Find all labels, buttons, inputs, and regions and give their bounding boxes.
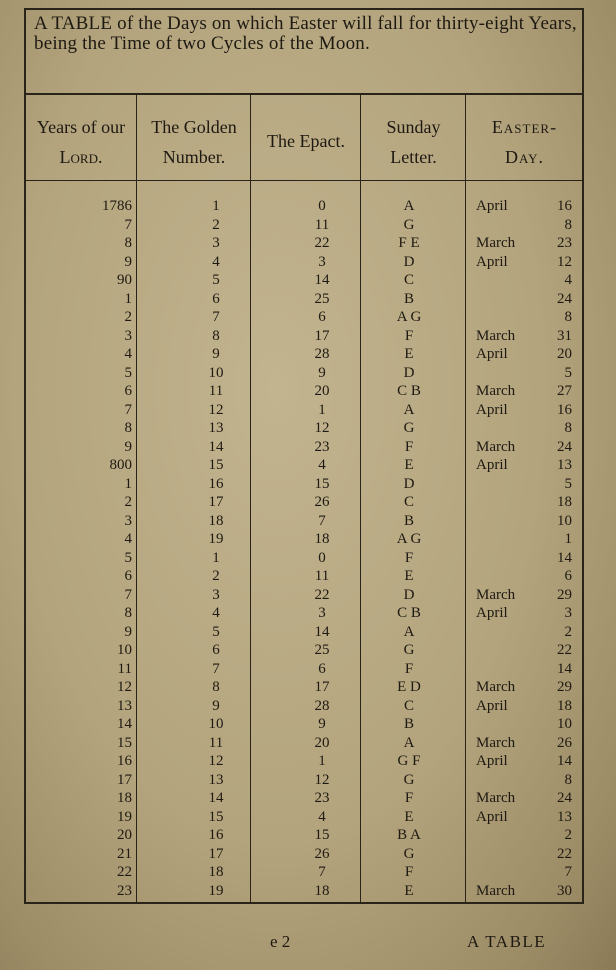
easter-day-cell: 16: [557, 198, 572, 214]
sunday-letter-cell: F: [404, 438, 414, 455]
sunday-letter-cell: A: [403, 734, 415, 751]
easter-day-cell: 27: [557, 383, 572, 399]
sunday-letter-cell: G: [403, 642, 415, 658]
header-easter-line2: Day.: [504, 147, 545, 167]
easter-day-cell: 18: [557, 494, 572, 510]
easter-month-cell: March: [476, 235, 516, 251]
year-cell: 10: [117, 642, 132, 658]
table-row: [26, 845, 582, 864]
year-cell: 4: [124, 346, 132, 362]
sunday-letter-cell: E D: [397, 679, 421, 695]
year-cell: 14: [117, 716, 132, 732]
golden-number-cell: 7: [212, 309, 220, 325]
table-row: [26, 697, 582, 716]
easter-day-cell: 5: [564, 364, 572, 381]
table-row: [26, 771, 582, 790]
table-row: [26, 216, 582, 235]
easter-day-cell: 5: [564, 475, 572, 492]
table-row: [26, 401, 582, 420]
easter-day-cell: 12: [557, 253, 572, 270]
golden-number-cell: 11: [208, 734, 224, 751]
table-row: [26, 253, 582, 272]
epact-cell: 25: [314, 290, 330, 307]
easter-month-cell: April: [476, 346, 508, 362]
table-body: [26, 197, 582, 900]
year-cell: 23: [117, 882, 132, 899]
sunday-letter-cell: E: [404, 568, 414, 584]
epact-cell: 0: [318, 198, 326, 214]
header-rule: [24, 180, 584, 181]
golden-number-cell: 9: [212, 346, 220, 362]
table-title: A TABLE of the Days on which Easter will fall for thirty-eight Years, being the Time of two Cycles of the Moon.: [34, 13, 577, 54]
table-row: [26, 752, 582, 771]
epact-cell: 7: [318, 512, 326, 529]
golden-number-cell: 13: [208, 420, 224, 436]
golden-number-cell: 2: [212, 568, 220, 584]
epact-cell: 20: [314, 383, 330, 399]
easter-day-cell: 10: [557, 512, 572, 529]
header-epact-text: The Epact.: [267, 131, 345, 151]
year-cell: 6: [124, 568, 132, 584]
epact-cell: 0: [318, 549, 326, 566]
sunday-letter-cell: C: [403, 697, 414, 714]
epact-cell: 17: [314, 327, 330, 344]
table-row: [26, 623, 582, 642]
sunday-letter-cell: F: [404, 660, 414, 677]
epact-cell: 17: [314, 679, 330, 695]
golden-number-cell: 15: [208, 457, 224, 473]
year-cell: 7: [124, 216, 132, 233]
golden-number-cell: 18: [208, 512, 224, 529]
sunday-letter-cell: F: [404, 864, 414, 880]
header-sunday-letter: [362, 112, 465, 172]
sunday-letter-cell: B: [403, 716, 414, 732]
golden-number-cell: 4: [212, 253, 220, 270]
easter-day-cell: 4: [564, 272, 572, 288]
easter-day-cell: 8: [564, 216, 572, 233]
easter-day-cell: 3: [564, 605, 572, 621]
epact-cell: 28: [314, 346, 330, 362]
epact-cell: 3: [318, 253, 326, 270]
easter-day-cell: 26: [557, 734, 572, 751]
table-row: [26, 438, 582, 457]
epact-cell: 11: [314, 216, 330, 233]
year-cell: 19: [117, 808, 132, 825]
easter-day-cell: 6: [564, 568, 572, 584]
table-row: [26, 364, 582, 383]
year-cell: 18: [117, 790, 132, 806]
table-row: [26, 567, 582, 586]
sunday-letter-cell: C B: [397, 383, 421, 399]
golden-number-cell: 14: [208, 790, 224, 806]
sunday-letter-cell: E: [404, 346, 414, 362]
golden-number-cell: 18: [208, 864, 224, 880]
table-row: [26, 234, 582, 253]
table-row: [26, 641, 582, 660]
table-row: [26, 197, 582, 216]
table-row: [26, 382, 582, 401]
header-years-line2: Lord.: [59, 147, 103, 167]
golden-number-cell: 4: [212, 605, 220, 621]
sunday-letter-cell: G: [403, 216, 415, 233]
year-cell: 8: [124, 235, 132, 251]
year-cell: 2: [124, 309, 132, 325]
sunday-letter-cell: F: [404, 327, 414, 344]
year-cell: 3: [124, 327, 132, 344]
epact-cell: 12: [314, 771, 330, 788]
sunday-letter-cell: B: [403, 290, 414, 307]
easter-day-cell: 31: [557, 327, 572, 344]
golden-number-cell: 15: [208, 808, 224, 825]
year-cell: 1786: [102, 198, 132, 214]
header-sunday-line2: Letter.: [390, 147, 437, 167]
epact-cell: 28: [314, 697, 330, 714]
epact-cell: 7: [318, 864, 326, 880]
easter-day-cell: 29: [557, 586, 572, 603]
year-cell: 15: [117, 734, 132, 751]
sunday-letter-cell: F: [404, 549, 414, 566]
epact-cell: 3: [318, 605, 326, 621]
table-row: [26, 419, 582, 438]
sunday-letter-cell: B A: [397, 827, 421, 843]
golden-number-cell: 5: [212, 272, 220, 288]
sunday-letter-cell: D: [403, 364, 415, 381]
sunday-letter-cell: A G: [396, 309, 422, 325]
epact-cell: 22: [314, 235, 330, 251]
golden-number-cell: 8: [212, 679, 220, 695]
year-cell: 5: [124, 549, 132, 566]
sunday-letter-cell: A: [403, 623, 415, 640]
year-cell: 6: [124, 383, 132, 399]
easter-day-cell: 16: [557, 401, 572, 418]
sunday-letter-cell: C: [403, 494, 414, 510]
easter-day-cell: 29: [557, 679, 572, 695]
easter-month-cell: April: [476, 753, 508, 769]
sunday-letter-cell: G: [403, 420, 415, 436]
easter-month-cell: March: [476, 586, 516, 603]
table-row: [26, 604, 582, 623]
sunday-letter-cell: B: [403, 512, 414, 529]
epact-cell: 23: [314, 438, 330, 455]
sunday-letter-cell: A G: [396, 531, 422, 547]
easter-day-cell: 8: [564, 771, 572, 788]
epact-cell: 12: [314, 420, 330, 436]
golden-number-cell: 11: [208, 383, 224, 399]
header-golden-line1: The Golden: [151, 117, 237, 137]
golden-number-cell: 17: [208, 845, 224, 862]
easter-month-cell: April: [476, 808, 508, 825]
epact-cell: 25: [314, 642, 330, 658]
golden-number-cell: 9: [212, 697, 220, 714]
table-row: [26, 549, 582, 568]
golden-number-cell: 13: [208, 771, 224, 788]
sunday-letter-cell: C B: [397, 605, 421, 621]
epact-cell: 26: [314, 845, 330, 862]
year-cell: 9: [124, 253, 132, 270]
sunday-letter-cell: C: [403, 272, 414, 288]
golden-number-cell: 12: [208, 401, 224, 418]
epact-cell: 26: [314, 494, 330, 510]
table-row: [26, 271, 582, 290]
easter-month-cell: March: [476, 438, 516, 455]
easter-day-cell: 8: [564, 309, 572, 325]
epact-cell: 15: [314, 475, 330, 492]
easter-day-cell: 22: [557, 642, 572, 658]
table-row: [26, 345, 582, 364]
easter-month-cell: March: [476, 734, 516, 751]
epact-cell: 15: [314, 827, 330, 843]
golden-number-cell: 12: [208, 753, 224, 769]
easter-day-cell: 14: [557, 753, 572, 769]
easter-day-cell: 10: [557, 716, 572, 732]
easter-day-cell: 22: [557, 845, 572, 862]
golden-number-cell: 2: [212, 216, 220, 233]
easter-day-cell: 13: [557, 457, 572, 473]
year-cell: 7: [124, 401, 132, 418]
year-cell: 7: [124, 586, 132, 603]
easter-day-cell: 8: [564, 420, 572, 436]
year-cell: 2: [124, 494, 132, 510]
table-row: [26, 327, 582, 346]
header-epact: [252, 126, 360, 156]
table-row: [26, 808, 582, 827]
table-row: [26, 789, 582, 808]
table-row: [26, 512, 582, 531]
header-years-line1: Years of our: [36, 117, 126, 137]
epact-cell: 1: [318, 753, 326, 769]
golden-number-cell: 1: [212, 549, 220, 566]
easter-day-cell: 14: [557, 549, 572, 566]
year-cell: 12: [117, 679, 132, 695]
year-cell: 3: [124, 512, 132, 529]
year-cell: 5: [124, 364, 132, 381]
sunday-letter-cell: E: [404, 457, 414, 473]
title-rule: [24, 93, 584, 95]
easter-month-cell: April: [476, 253, 508, 270]
year-cell: 1: [124, 290, 132, 307]
epact-cell: 4: [318, 808, 326, 825]
epact-cell: 23: [314, 790, 330, 806]
sunday-letter-cell: F: [404, 790, 414, 806]
easter-day-cell: 24: [557, 438, 572, 455]
sunday-letter-cell: A: [403, 401, 415, 418]
sunday-letter-cell: D: [403, 586, 415, 603]
golden-number-cell: 19: [208, 531, 224, 547]
golden-number-cell: 8: [212, 327, 220, 344]
year-cell: 800: [109, 457, 132, 473]
year-cell: 4: [124, 531, 132, 547]
year-cell: 20: [117, 827, 132, 843]
sunday-letter-cell: A: [403, 198, 415, 214]
easter-month-cell: April: [476, 605, 508, 621]
epact-cell: 14: [314, 623, 330, 640]
golden-number-cell: 6: [212, 642, 220, 658]
easter-day-cell: 13: [557, 808, 572, 825]
table-row: [26, 308, 582, 327]
golden-number-cell: 14: [208, 438, 224, 455]
table-row: [26, 475, 582, 494]
table-row: [26, 586, 582, 605]
golden-number-cell: 16: [208, 827, 224, 843]
easter-month-cell: April: [476, 697, 508, 714]
signature-mark: e 2: [270, 932, 291, 951]
header-years: [26, 112, 136, 172]
table-row: [26, 456, 582, 475]
easter-day-cell: 1: [564, 531, 572, 547]
easter-month-cell: March: [476, 679, 516, 695]
sunday-letter-cell: F E: [398, 235, 420, 251]
sunday-letter-cell: D: [403, 475, 415, 492]
easter-day-cell: 23: [557, 235, 572, 251]
table-row: [26, 678, 582, 697]
epact-cell: 9: [318, 364, 326, 381]
sunday-letter-cell: G: [403, 771, 415, 788]
easter-day-cell: 2: [564, 623, 572, 640]
epact-cell: 18: [314, 882, 330, 899]
epact-cell: 1: [318, 401, 326, 418]
table-row: [26, 882, 582, 901]
golden-number-cell: 16: [208, 475, 224, 492]
sunday-letter-cell: G: [403, 845, 415, 862]
header-golden-line2: Number.: [162, 147, 226, 167]
epact-cell: 6: [318, 660, 326, 677]
header-golden-number: [138, 112, 250, 172]
easter-day-cell: 18: [557, 697, 572, 714]
catchword: A TABLE: [467, 932, 547, 951]
header-easter-line1: Easter-: [491, 117, 558, 137]
epact-cell: 14: [314, 272, 330, 288]
golden-number-cell: 6: [212, 290, 220, 307]
sunday-letter-cell: D: [403, 253, 415, 270]
table-row: [26, 863, 582, 882]
table-row: [26, 660, 582, 679]
sunday-letter-cell: G F: [397, 753, 421, 769]
easter-day-cell: 30: [557, 882, 572, 899]
table-row: [26, 290, 582, 309]
easter-day-cell: 2: [564, 827, 572, 843]
golden-number-cell: 17: [208, 494, 224, 510]
easter-day-cell: 24: [557, 790, 572, 806]
table-row: [26, 530, 582, 549]
epact-cell: 22: [314, 586, 330, 603]
epact-cell: 9: [318, 716, 326, 732]
epact-cell: 18: [314, 531, 330, 547]
easter-day-cell: 7: [564, 864, 572, 880]
easter-month-cell: March: [476, 383, 516, 399]
easter-month-cell: April: [476, 198, 508, 214]
table-row: [26, 826, 582, 845]
golden-number-cell: 5: [212, 623, 220, 640]
table-row: [26, 493, 582, 512]
table-row: [26, 734, 582, 753]
easter-day-cell: 24: [557, 290, 572, 307]
easter-day-cell: 20: [557, 346, 572, 362]
table-row: [26, 715, 582, 734]
golden-number-cell: 3: [212, 235, 220, 251]
golden-number-cell: 10: [208, 716, 224, 732]
easter-month-cell: March: [476, 790, 516, 806]
year-cell: 8: [124, 605, 132, 621]
easter-month-cell: March: [476, 882, 516, 899]
year-cell: 1: [124, 475, 132, 492]
year-cell: 11: [117, 660, 132, 677]
sunday-letter-cell: E: [404, 882, 414, 899]
golden-number-cell: 7: [212, 660, 220, 677]
easter-day-cell: 14: [557, 660, 572, 677]
golden-number-cell: 10: [208, 364, 224, 381]
epact-cell: 20: [314, 734, 330, 751]
year-cell: 9: [124, 623, 132, 640]
golden-number-cell: 1: [212, 198, 220, 214]
sunday-letter-cell: E: [404, 808, 414, 825]
easter-month-cell: March: [476, 327, 516, 344]
year-cell: 9: [124, 438, 132, 455]
year-cell: 21: [117, 845, 132, 862]
golden-number-cell: 3: [212, 586, 220, 603]
year-cell: 17: [117, 771, 132, 788]
year-cell: 22: [117, 864, 132, 880]
year-cell: 90: [117, 272, 132, 288]
header-easter-day: [467, 112, 582, 172]
year-cell: 8: [124, 420, 132, 436]
easter-month-cell: April: [476, 457, 508, 473]
easter-month-cell: April: [476, 401, 508, 418]
header-sunday-line1: Sunday: [386, 117, 441, 137]
epact-cell: 6: [318, 309, 326, 325]
epact-cell: 4: [318, 457, 326, 473]
epact-cell: 11: [314, 568, 330, 584]
year-cell: 13: [117, 697, 132, 714]
golden-number-cell: 19: [208, 882, 224, 899]
year-cell: 16: [117, 753, 132, 769]
